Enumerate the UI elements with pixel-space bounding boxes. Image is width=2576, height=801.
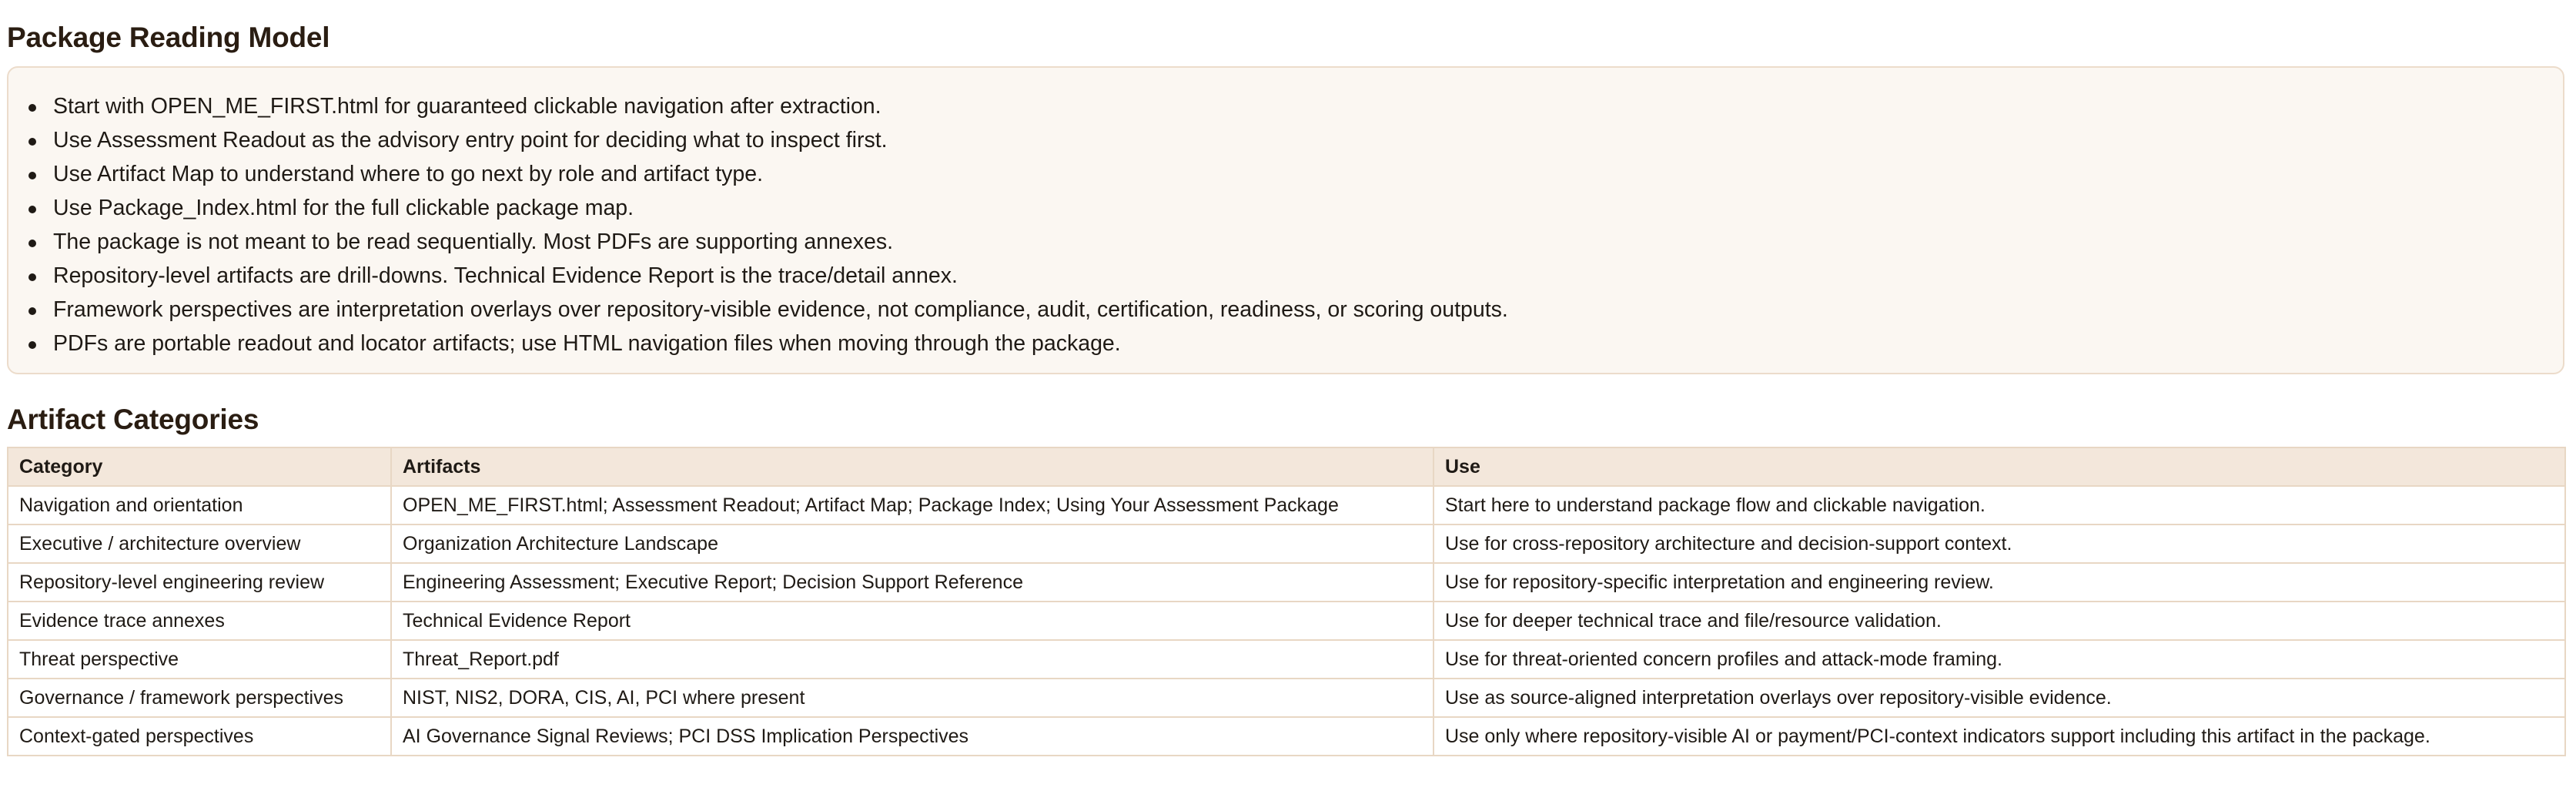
column-header-artifacts: Artifacts (391, 447, 1434, 486)
bullet-icon (28, 240, 36, 247)
cell-category: Context-gated perspectives (8, 717, 391, 756)
table-header-row (8, 447, 2565, 486)
list-item-text: The package is not meant to be read sequentially. Most PDFs are supporting annexes. (53, 230, 894, 254)
table-row (8, 563, 2565, 602)
cell-artifacts: OPEN_ME_FIRST.html; Assessment Readout; Artifact Map; Package Index; Using Your Assessment Package (391, 486, 1434, 525)
cell-use: Start here to understand package flow and clickable navigation. (1434, 486, 2565, 525)
bullet-icon (28, 104, 36, 112)
bullet-icon (28, 307, 36, 315)
section-title-artifact-categories: Artifact Categories (7, 404, 259, 435)
cell-use: Use only where repository-visible AI or payment/PCI-context indicators support including this artifact in the package. (1434, 717, 2565, 756)
cell-category: Evidence trace annexes (8, 602, 391, 640)
list-item-text: Use Assessment Readout as the advisory entry point for deciding what to inspect first. (53, 128, 888, 152)
bullet-icon (28, 138, 36, 146)
cell-category: Governance / framework perspectives (8, 679, 391, 717)
bullet-icon (28, 172, 36, 179)
cell-category: Repository-level engineering review (8, 563, 391, 602)
bullet-icon (28, 206, 36, 213)
artifact-categories-table (7, 447, 2566, 756)
list-item (8, 89, 1508, 123)
cell-artifacts: Engineering Assessment; Executive Report; Decision Support Reference (391, 563, 1434, 602)
reading-model-list (8, 89, 1508, 360)
cell-use: Use for threat-oriented concern profiles and attack-mode framing. (1434, 640, 2565, 679)
list-item (8, 191, 1508, 225)
cell-category: Threat perspective (8, 640, 391, 679)
table-row (8, 525, 2565, 563)
cell-use: Use for repository-specific interpretation and engineering review. (1434, 563, 2565, 602)
column-header-use: Use (1434, 447, 2565, 486)
list-item (8, 157, 1508, 191)
bullet-icon (28, 273, 36, 281)
cell-use: Use for deeper technical trace and file/resource validation. (1434, 602, 2565, 640)
cell-category: Navigation and orientation (8, 486, 391, 525)
table-row (8, 717, 2565, 756)
cell-artifacts: Organization Architecture Landscape (391, 525, 1434, 563)
cell-use: Use as source-aligned interpretation overlays over repository-visible evidence. (1434, 679, 2565, 717)
cell-artifacts: NIST, NIS2, DORA, CIS, AI, PCI where present (391, 679, 1434, 717)
list-item (8, 327, 1508, 360)
list-item (8, 293, 1508, 327)
list-item-text: Use Package_Index.html for the full clickable package map. (53, 196, 634, 220)
cell-artifacts: Technical Evidence Report (391, 602, 1434, 640)
cell-artifacts: AI Governance Signal Reviews; PCI DSS Implication Perspectives (391, 717, 1434, 756)
list-item-text: Framework perspectives are interpretation overlays over repository-visible evidence, not compliance, audit, certification, readiness, or scoring outputs. (53, 297, 1508, 322)
cell-artifacts: Threat_Report.pdf (391, 640, 1434, 679)
list-item (8, 225, 1508, 259)
section-title-reading-model: Package Reading Model (7, 22, 330, 53)
table-row (8, 486, 2565, 525)
list-item (8, 259, 1508, 293)
list-item-text: Use Artifact Map to understand where to go next by role and artifact type. (53, 162, 764, 186)
bullet-icon (28, 341, 36, 349)
cell-category: Executive / architecture overview (8, 525, 391, 563)
list-item-text: Start with OPEN_ME_FIRST.html for guaranteed clickable navigation after extraction. (53, 94, 882, 119)
reading-model-panel (7, 66, 2564, 374)
table-row (8, 602, 2565, 640)
column-header-category: Category (8, 447, 391, 486)
table-row (8, 640, 2565, 679)
cell-use: Use for cross-repository architecture and decision-support context. (1434, 525, 2565, 563)
list-item-text: PDFs are portable readout and locator artifacts; use HTML navigation files when moving through the package. (53, 331, 1121, 356)
table-row (8, 679, 2565, 717)
list-item (8, 123, 1508, 157)
list-item-text: Repository-level artifacts are drill-downs. Technical Evidence Report is the trace/detail annex. (53, 263, 958, 288)
